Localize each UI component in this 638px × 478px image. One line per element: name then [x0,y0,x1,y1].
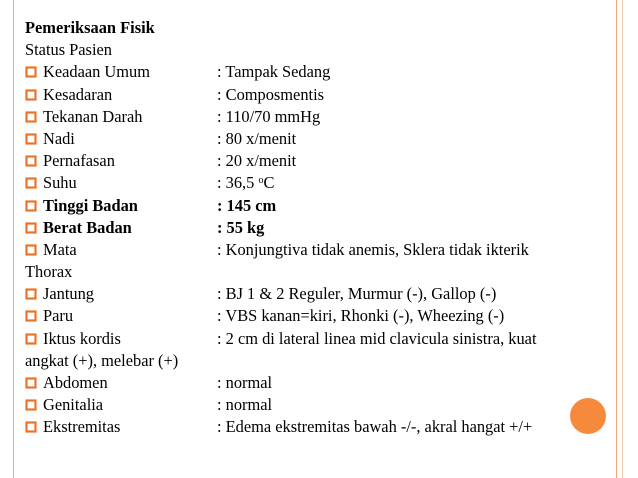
item-value: : Konjungtiva tidak anemis, Sklera tidak ikterik [217,239,529,259]
status-items-row-4 [25,150,585,172]
status-heading: Status Pasien [25,40,112,60]
item-value: : normal [217,395,273,415]
item-label: Ekstremitas [43,417,121,437]
thorax-items-2-row-2 [25,416,585,438]
hollow-square-bullet-icon [25,177,37,189]
item-label: Berat Badan [43,217,132,237]
hollow-square-bullet-icon [25,333,37,345]
status-items-2-row-2 [25,239,585,261]
item-value: : 145 cm [217,195,277,215]
item-label: Iktus kordis [43,328,121,348]
frame-line-right [616,0,617,478]
item-value: : Tampak Sedang [217,62,331,82]
item-label: Abdomen [43,373,108,393]
status-list [25,61,585,172]
item-label: Tekanan Darah [43,106,143,126]
hollow-square-bullet-icon [25,111,37,123]
thorax-items-2-row-1 [25,394,585,416]
item-value: : BJ 1 & 2 Reguler, Murmur (-), Gallop (-) [217,284,497,304]
status-items-row-3 [25,128,585,150]
item-label: Genitalia [43,395,104,415]
item-value: : normal [217,373,273,393]
hollow-square-bullet-icon [25,222,37,234]
item-value: : 110/70 mmHg [217,106,321,126]
hollow-square-bullet-icon [25,200,37,212]
hollow-square-bullet-icon [25,133,37,145]
frame-line-right-inner [622,0,623,478]
suhu-value: : 36,5 [217,173,259,193]
hollow-square-bullet-icon [25,244,37,256]
item-value [217,172,274,194]
item-label: Mata [43,239,77,259]
hollow-square-bullet-icon [25,66,37,78]
item-label: Kesadaran [43,84,113,104]
suhu-unit: C [263,173,275,193]
item-value: : 2 cm di lateral linea mid clavicula sinistra, kuat [217,328,537,348]
thorax-heading: Thorax [25,262,73,282]
status-item-suhu [25,172,585,194]
thorax-items-2-row-0 [25,372,585,394]
hollow-square-bullet-icon [25,288,37,300]
orange-circle-decoration [570,398,606,434]
status-items-row-1 [25,84,585,106]
hollow-square-bullet-icon [25,310,37,322]
hollow-square-bullet-icon [25,377,37,389]
item-value: : Composmentis [217,84,325,104]
hollow-square-bullet-icon [25,155,37,167]
item-value: : Edema ekstremitas bawah -/-, akral hangat +/+ [217,417,533,437]
item-label: Keadaan Umum [43,62,150,82]
item-label: Pernafasan [43,151,115,171]
status-items-row-2 [25,106,585,128]
status-items-2-row-1 [25,217,585,239]
item-label: Paru [43,306,74,326]
item-value: : 55 kg [217,217,265,237]
item-continuation: angkat (+), melebar (+) [25,350,179,370]
degree-sup: o [258,175,264,187]
hollow-square-bullet-icon [25,89,37,101]
thorax-items-row-1 [25,305,585,327]
thorax-item-iktus [25,328,585,372]
item-label: Nadi [43,128,75,148]
thorax-list-2 [25,372,585,439]
item-label: Tinggi Badan [43,195,138,215]
hollow-square-bullet-icon [25,421,37,433]
thorax-items-row-0 [25,283,585,305]
item-value: : 80 x/menit [217,128,297,148]
status-list-2 [25,195,585,262]
item-value: : VBS kanan=kiri, Rhonki (-), Wheezing (-) [217,306,505,326]
frame-line-left [13,0,14,478]
item-label: Suhu [43,173,77,193]
item-label: Jantung [43,284,94,304]
slide-content [25,17,585,439]
thorax-list [25,283,585,327]
status-items-2-row-0 [25,195,585,217]
status-items-row-0 [25,61,585,83]
hollow-square-bullet-icon [25,399,37,411]
item-value: : 20 x/menit [217,151,297,171]
page-title: Pemeriksaan Fisik [25,18,155,37]
